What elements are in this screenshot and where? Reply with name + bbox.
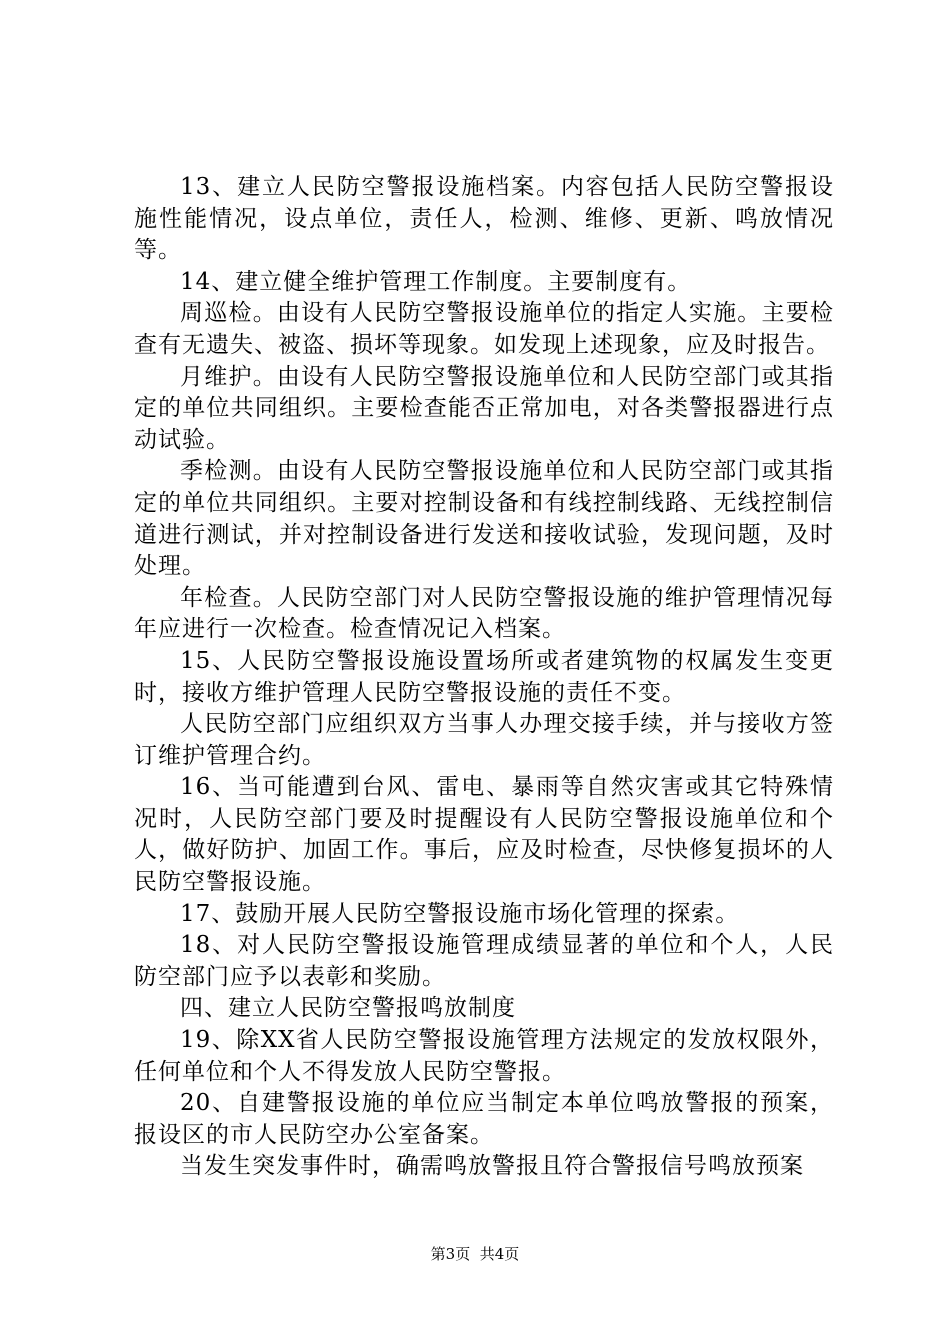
paragraph-13: 13、建立人民防空警报设施档案。内容包括人民防空警报设施性能情况，设点单位，责任人，检测、维修、更新、鸣放情况等。 <box>134 174 834 264</box>
paragraph-19: 19、除XX省人民防空警报设施管理方法规定的发放权限外，任何单位和个人不得发放人民防空警报。 <box>134 1027 834 1085</box>
page-total: 共4页 <box>479 1245 520 1263</box>
section-heading-4: 四、建立人民防空警报鸣放制度 <box>180 995 516 1022</box>
paragraph-quarterly-testing: 季检测。由设有人民防空警报设施单位和人民防空部门或其指定的单位共同组织。主要对控制设备和有线控制线路、无线控制信道进行测试，并对控制设备进行发送和接收试验，发现问题，及时处理。 <box>134 458 834 580</box>
paragraph-16: 16、当可能遭到台风、雷电、暴雨等自然灾害或其它特殊情况时，人民防空部门要及时提醒设有人民防空警报设施单位和个人，做好防护、加固工作。事后，应及时检查，尽快修复损坏的人民防空警报设施。 <box>134 774 834 896</box>
document-body <box>134 172 834 1183</box>
paragraph-weekly-inspection: 周巡检。由设有人民防空警报设施单位的指定人实施。主要检查有无遗失、被盗、损坏等现象。如发现上述现象，应及时报告。 <box>134 300 834 358</box>
paragraph-14: 14、建立健全维护管理工作制度。主要制度有。 <box>180 268 692 295</box>
page-number: 第3页 <box>430 1245 471 1263</box>
paragraph-handover: 人民防空部门应组织双方当事人办理交接手续，并与接收方签订维护管理合约。 <box>134 711 834 769</box>
paragraph-18: 18、对人民防空警报设施管理成绩显著的单位和个人，人民防空部门应予以表彰和奖励。 <box>134 932 834 990</box>
paragraph-emergency: 当发生突发事件时，确需鸣放警报且符合警报信号鸣放预案 <box>180 1153 804 1180</box>
paragraph-annual-check: 年检查。人民防空部门对人民防空警报设施的维护管理情况每年应进行一次检查。检查情况记入档案。 <box>134 584 834 643</box>
paragraph-17: 17、鼓励开展人民防空警报设施市场化管理的探索。 <box>180 900 740 927</box>
paragraph-15: 15、人民防空警报设施设置场所或者建筑物的权属发生变更时，接收方维护管理人民防空警报设施的责任不变。 <box>134 647 834 706</box>
paragraph-20: 20、自建警报设施的单位应当制定本单位鸣放警报的预案，报设区的市人民防空办公室备案。 <box>134 1090 834 1148</box>
paragraph-monthly-maintenance: 月维护。由设有人民防空警报设施单位和人民防空部门或其指定的单位共同组织。主要检查能否正常加电，对各类警报器进行点动试验。 <box>134 363 834 453</box>
page-footer <box>0 1244 950 1264</box>
